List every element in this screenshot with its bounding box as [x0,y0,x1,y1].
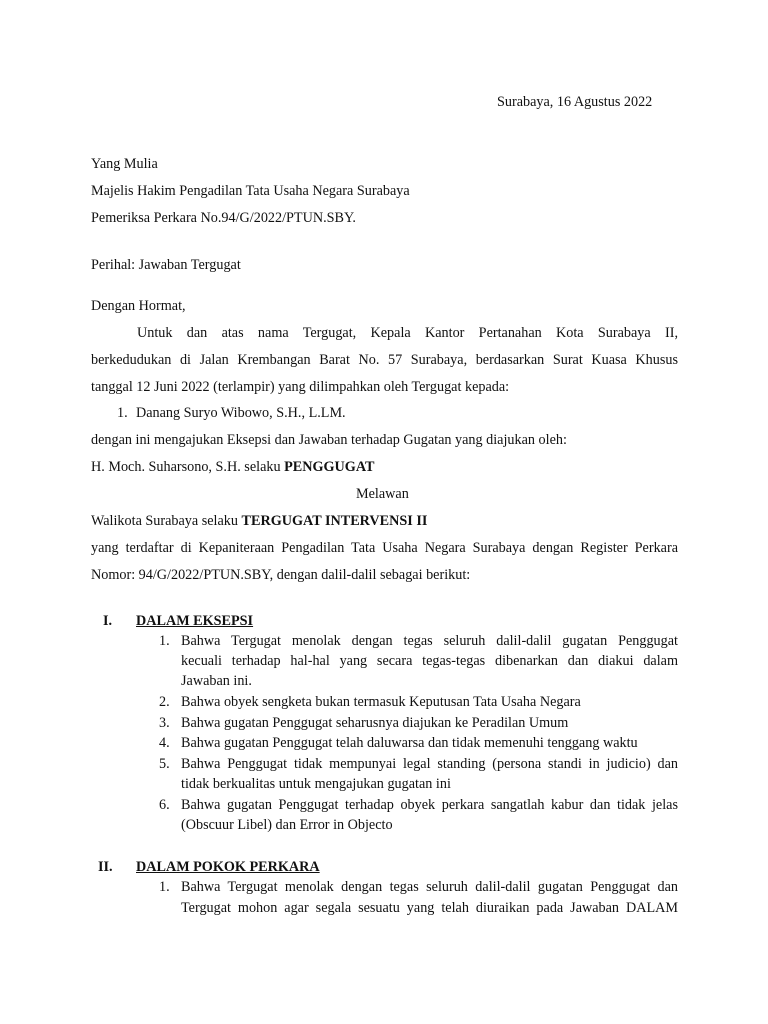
section-2-title: DALAM POKOK PERKARA [136,859,320,875]
register-line-1: yang terdaftar di Kepaniteraan Pengadilan Tata Usaha Negara Surabaya dengan Register Perkara [91,540,678,556]
intervenor-line [91,511,427,531]
versus-label: Melawan [356,486,409,502]
section-1-numeral: I. [103,613,113,629]
section-1-item-2-line-1: Bahwa obyek sengketa bukan termasuk Keputusan Tata Usaha Negara [181,694,581,710]
section-1-item-5-line-1: Bahwa Penggugat tidak mempunyai legal standing (persona standi in judicio) dan [181,756,678,772]
section-1-title: DALAM EKSEPSI [136,613,254,629]
section-1-item-1-line-2: kecuali terhadap hal-hal yang secara tegas-tegas dibenarkan dan diakui dalam [181,653,678,669]
section-1-item-1-line-1: Bahwa Tergugat menolak dengan tegas seluruh dalil-dalil gugatan Penggugat [181,633,678,649]
plaintiff-name: H. Moch. Suharsono, S.H. selaku [91,459,285,475]
address-line-1: Yang Mulia [91,156,158,172]
greeting: Dengan Hormat, [91,298,186,314]
section-1-item-4-number: 4. [159,735,170,751]
section-1-item-3-number: 3. [159,715,170,731]
intervenor-name: Walikota Surabaya selaku [91,513,242,529]
plaintiff-role: PENGGUGAT [284,459,375,475]
section-1-item-1-number: 1. [159,633,170,649]
section-1-item-5-line-2: tidak berkualitas untuk mengajukan gugatan ini [181,776,451,792]
section-1-item-5-number: 5. [159,756,170,772]
section-2-item-1-line-1: Bahwa Tergugat menolak dengan tegas seluruh dalil-dalil gugatan Penggugat dan [181,879,678,895]
section-2-numeral: II. [98,859,113,875]
address-line-2: Majelis Hakim Pengadilan Tata Usaha Negara Surabaya [91,183,410,199]
section-1-item-6-number: 6. [159,797,170,813]
attorney-number: 1. [117,405,128,421]
section-1-item-2-number: 2. [159,694,170,710]
attorney-name: Danang Suryo Wibowo, S.H., L.LM. [136,405,346,421]
address-line-3: Pemeriksa Perkara No.94/G/2022/PTUN.SBY. [91,210,356,226]
submit-line: dengan ini mengajukan Eksepsi dan Jawaban terhadap Gugatan yang diajukan oleh: [91,432,567,448]
section-1-item-6-line-1: Bahwa gugatan Penggugat terhadap obyek perkara sangatlah kabur dan tidak jelas [181,797,678,813]
section-2-item-1-line-2: Tergugat mohon agar segala sesuatu yang telah diuraikan pada Jawaban DALAM [181,900,678,916]
plaintiff-line [91,457,375,477]
section-1-item-1-line-3: Jawaban ini. [181,673,252,689]
subject-line: Perihal: Jawaban Tergugat [91,257,241,273]
intro-line-2: berkedudukan di Jalan Krembangan Barat No. 57 Surabaya, berdasarkan Surat Kuasa Khusus [91,352,678,368]
section-1-item-3-line-1: Bahwa gugatan Penggugat seharusnya diajukan ke Peradilan Umum [181,715,569,731]
section-2-item-1-number: 1. [159,879,170,895]
section-1-item-6-line-2: (Obscuur Libel) dan Error in Objecto [181,817,393,833]
register-line-2: Nomor: 94/G/2022/PTUN.SBY, dengan dalil-dalil sebagai berikut: [91,567,471,583]
letter-date: Surabaya, 16 Agustus 2022 [497,94,653,110]
intervenor-role: TERGUGAT INTERVENSI II [241,513,428,529]
intro-line-3: tanggal 12 Juni 2022 (terlampir) yang dilimpahkan oleh Tergugat kepada: [91,379,510,395]
intro-line-1: Untuk dan atas nama Tergugat, Kepala Kantor Pertanahan Kota Surabaya II, [137,325,678,341]
section-1-item-4-line-1: Bahwa gugatan Penggugat telah daluwarsa dan tidak memenuhi tenggang waktu [181,735,638,751]
